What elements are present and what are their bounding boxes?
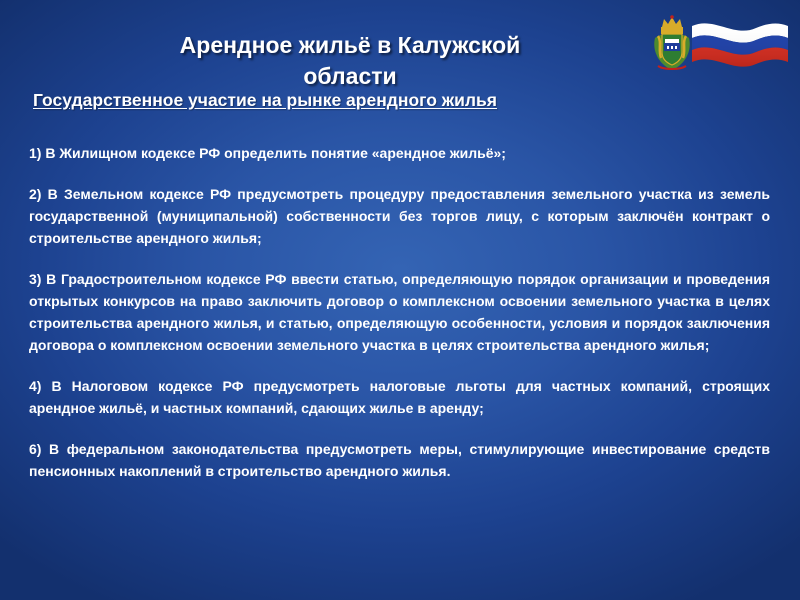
list-item: 2) В Земельном кодексе РФ предусмотреть процедуру предоставления земельного участка из земель государственной (муниципальной) собственности без торгов лицу, с которым заключён контракт о строительстве арендного жилья; [29,186,770,246]
emblem-group [652,12,792,74]
slide-subtitle: Государственное участие на рынке арендного жилья [33,90,498,110]
slide-title: Арендное жильё в Калужской области [179,32,521,89]
list-item: 4) В Налоговом кодексе РФ предусмотреть налоговые льготы для частных компаний, строящих арендное жильё, и частных компаний, сдающих жилье в аренду; [29,378,770,416]
kaluga-coat-of-arms-icon [654,15,690,70]
list-item: 1) В Жилищном кодексе РФ определить понятие «арендное жильё»; [29,145,506,161]
list-item: 6) В федеральном законодательства предусмотреть меры, стимулирующие инвестирование средств пенсионных накоплений в строительство арендного жилья. [29,441,770,479]
list-item: 3) В Градостроительном кодексе РФ ввести статью, определяющую порядок организации и проведения открытых конкурсов на право заключить договор о комплексном освоении земельного участка в целях строительства арендного жилья, и статью, определяющую особенности, условия и порядок заключения договора о комплексном освоении земельного участка в целях строительства арендного жилья; [29,271,770,353]
slide-body [29,142,770,482]
emblem-graphic [652,12,792,74]
russian-flag-icon [692,23,788,66]
